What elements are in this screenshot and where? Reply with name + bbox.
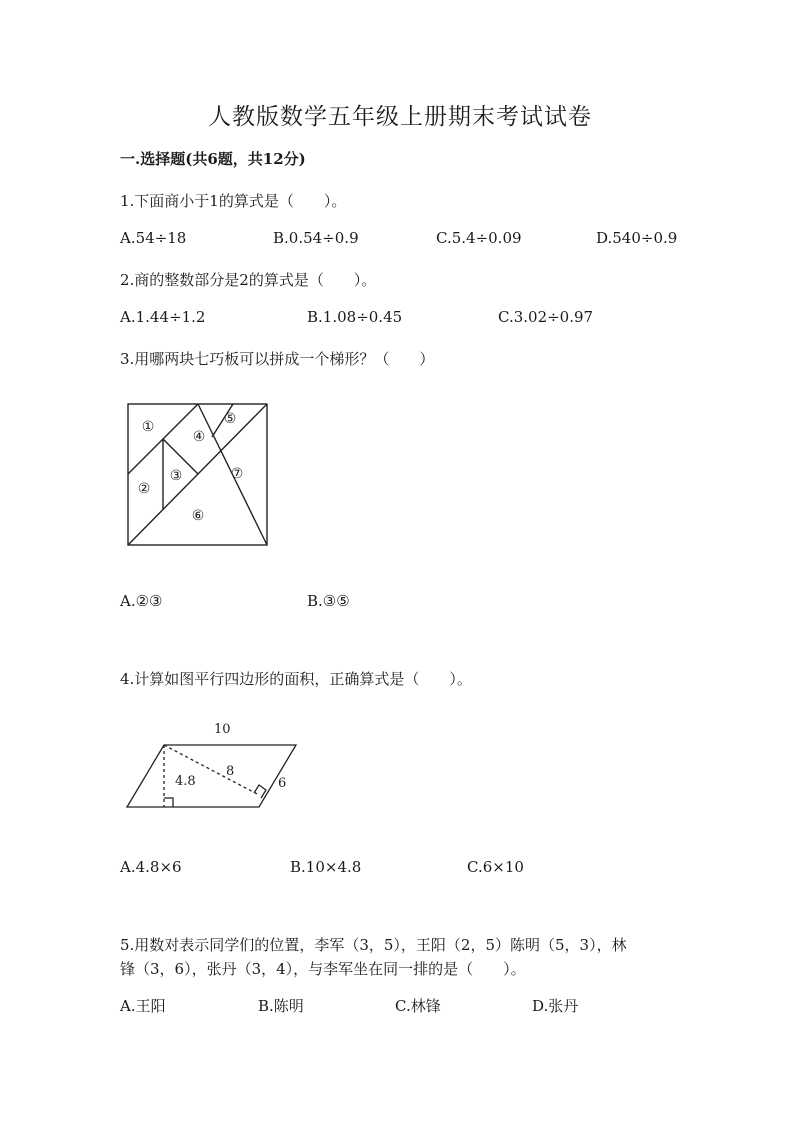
section-heading: 一.选择题(共6题，共12分) [120,150,306,168]
q5-option-d[interactable]: D.张丹 [532,997,579,1015]
question-5-stem-line-1: 5.用数对表示同学们的位置，李军（3，5），王阳（2，5）陈明（5，3），林 [120,936,627,954]
parallelogram-figure [120,715,310,820]
tangram-label-3: ③ [169,468,183,484]
q3-option-b[interactable]: B.③⑤ [307,592,350,610]
question-4-stem: 4.计算如图平行四边形的面积，正确算式是（ ）。 [120,670,472,688]
label-base: 10 [214,722,231,737]
q1-option-b[interactable]: B.0.54÷0.9 [273,229,359,247]
label-side: 6 [278,776,287,791]
q4-option-a[interactable]: A.4.8×6 [120,858,182,876]
tangram-label-4: ④ [192,429,206,445]
q2-option-b[interactable]: B.1.08÷0.45 [307,308,403,326]
q5-option-c[interactable]: C.林锋 [395,997,441,1015]
right-angle-mark-bottom [164,798,173,807]
q1-option-c[interactable]: C.5.4÷0.09 [436,229,522,247]
question-2-stem: 2.商的整数部分是2的算式是（ ）。 [120,271,377,289]
question-3-stem: 3.用哪两块七巧板可以拼成一个梯形？（ ） [120,350,435,368]
q2-option-a[interactable]: A.1.44÷1.2 [120,308,206,326]
page-title: 人教版数学五年级上册期末考试试卷 [208,104,592,130]
tangram-label-6: ⑥ [191,508,205,524]
q4-option-c[interactable]: C.6×10 [467,858,524,876]
q5-option-b[interactable]: B.陈明 [258,997,304,1015]
question-1-stem: 1.下面商小于1的算式是（ ）。 [120,192,347,210]
q4-option-b[interactable]: B.10×4.8 [290,858,362,876]
question-5-stem-line-2: 锋（3，6），张丹（3，4），与李军坐在同一排的是（ ）。 [120,960,526,978]
tangram-label-7: ⑦ [230,466,244,482]
tangram-label-1: ① [141,419,155,435]
q2-option-c[interactable]: C.3.02÷0.97 [498,308,594,326]
right-angle-mark-side [254,785,266,798]
tangram-figure [120,395,280,555]
q3-option-a[interactable]: A.②③ [120,592,163,610]
label-height: 4.8 [175,774,196,789]
label-perpendicular: 8 [226,764,235,779]
tangram-label-2: ② [137,481,151,497]
tangram-label-5: ⑤ [223,411,237,427]
q1-option-a[interactable]: A.54÷18 [120,229,187,247]
q5-option-a[interactable]: A.王阳 [120,997,166,1015]
q1-option-d[interactable]: D.540÷0.9 [596,229,678,247]
parallelogram-shape [127,745,296,807]
